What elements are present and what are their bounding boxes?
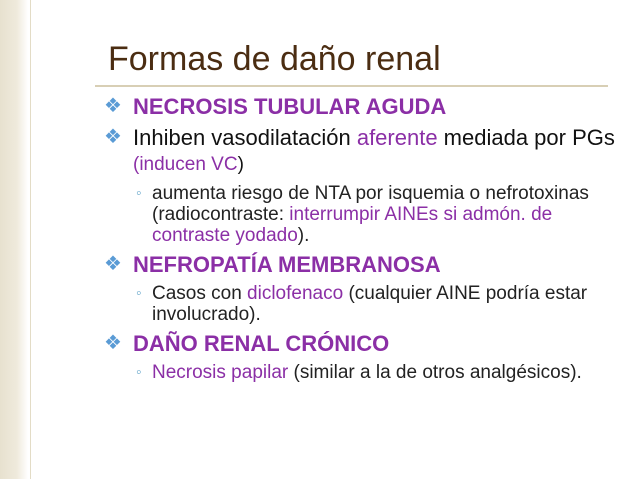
sub-bullet-text: (similar a la de otros analgésicos). (288, 362, 582, 383)
highlight-text: interrumpir AINEs si admón. de contraste yodado (152, 204, 553, 246)
bullet-text: Inhiben vasodilatación (133, 125, 357, 150)
sub-bullet-diclofenaco (100, 283, 620, 325)
sub-bullet-text: ). (297, 225, 310, 246)
title-divider (95, 85, 608, 87)
decorative-side-line (30, 0, 31, 479)
bullet-item-nefropatia (100, 252, 620, 277)
bullet-item-cronico (100, 331, 620, 356)
bullet-item-necrosis (100, 94, 620, 119)
diamond-bullet-icon: ❖ (104, 332, 122, 354)
highlight-text: diclofenaco (247, 283, 344, 304)
bullet-heading: NEFROPATÍA MEMBRANOSA (133, 252, 441, 277)
sub-bullet-nta (100, 183, 620, 246)
diamond-bullet-icon: ❖ (104, 95, 122, 117)
bullet-heading: DAÑO RENAL CRÓNICO (133, 331, 390, 356)
diamond-bullet-icon: ❖ (104, 253, 122, 275)
highlight-text: (inducen VC (133, 154, 238, 175)
bullet-text: mediada por PGs (437, 125, 615, 150)
sub-bullet-text: (cualquier AINE podría estar involucrado). (152, 283, 588, 325)
sub-bullet-text: aumenta riesgo de NTA por isquemia o nefrotoxinas (radiocontraste: (152, 183, 589, 225)
bullet-list (100, 94, 620, 383)
circle-sub-bullet-icon: ◦ (136, 185, 142, 202)
highlight-text: aferente (356, 125, 438, 150)
sub-bullet-necrosis-papilar (100, 362, 620, 383)
slide-title: Formas de daño renal (108, 40, 441, 78)
bullet-heading: NECROSIS TUBULAR AGUDA (133, 94, 447, 119)
sub-bullet-text: Casos con (152, 283, 248, 304)
decorative-side-band (0, 0, 28, 479)
circle-sub-bullet-icon: ◦ (136, 285, 142, 302)
diamond-bullet-icon: ❖ (104, 126, 122, 148)
highlight-text: Necrosis papilar (152, 362, 289, 383)
circle-sub-bullet-icon: ◦ (136, 364, 142, 381)
bullet-text: ) (237, 154, 244, 175)
bullet-item-vasodilatation (100, 125, 620, 177)
